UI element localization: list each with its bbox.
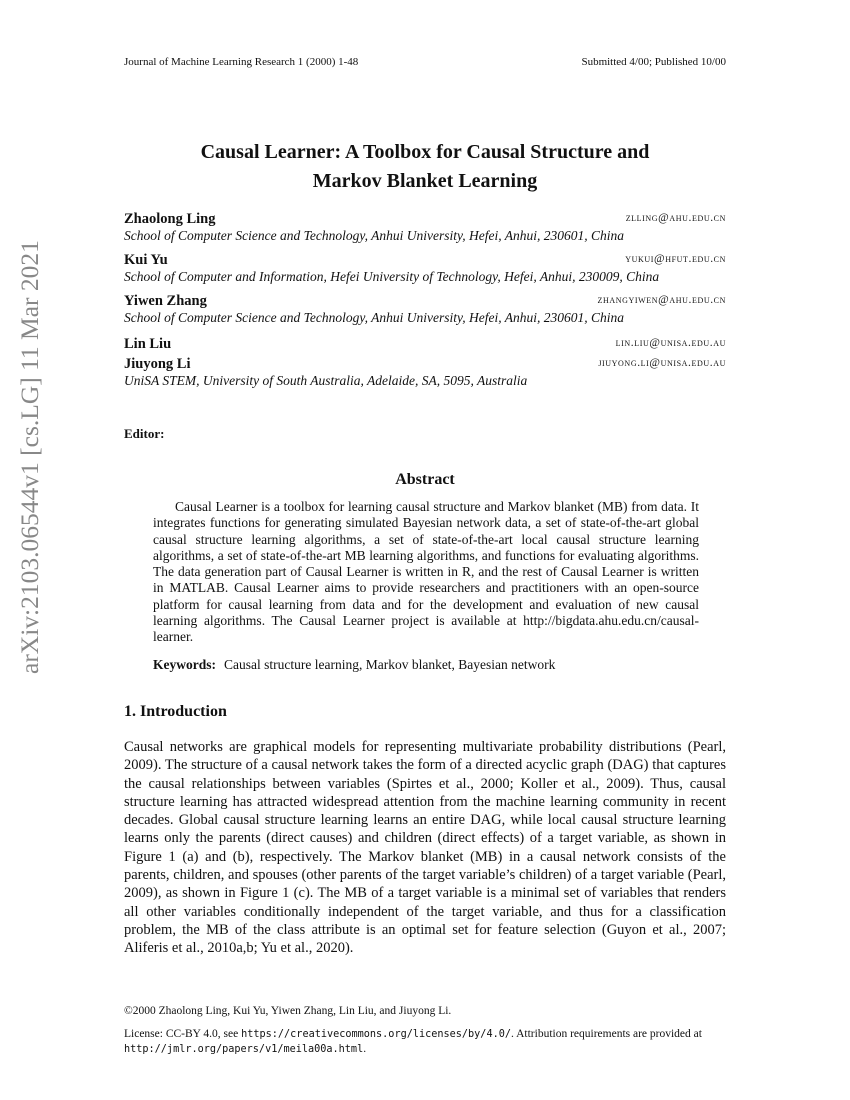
intro-text: Causal networks are graphical models for representing multivariate probability distributions (Pearl, 2009). The structure of a causal network takes the form of a directed acyclic graph (DAG) that captures the causal relationships between variables (Spirtes et al., 2000; Koller et al., 2009). Thus, causal structure learning has attracted widespread attention from the machine learning community in recent decades. Global causal structure learning learns an entire DAG, while local causal structure learning learns only the parents (direct causes) and children (direct effects) of a target variable, as shown in Figure 1 (a) and (b), respectively. The Markov blanket (MB) in a causal network consists of the parents, children, and spouses (other parents of the target variable’s children) of a target variable (Pearl, 2009), as shown in Figure 1 (c). The MB of a target variable is a minimal set of variables that renders all other variables conditionally independent of the target variable, and thus for a classification problem, the MB of the class attribute is an optimal set for feature selection (Guyon et al., 2007; Aliferis et al., 2010a,b; Yu et al., 2020). <box>124 739 726 957</box>
journal-header: Journal of Machine Learning Research 1 (2000) 1-48 <box>124 56 359 68</box>
author-block-2 <box>124 252 726 285</box>
paper-url[interactable]: http://jmlr.org/papers/v1/meila00a.html <box>124 1044 364 1055</box>
author-block-5 <box>124 356 726 389</box>
paper-title <box>124 138 726 196</box>
author-email[interactable]: zlling@ahu.edu.cn <box>625 212 726 224</box>
author-affiliation: UniSA STEM, University of South Australia, Adelaide, SA, 5095, Australia <box>124 373 528 388</box>
author-name: Jiuyong Li <box>124 356 191 372</box>
keywords-list: Causal structure learning, Markov blanket, Bayesian network <box>224 657 556 672</box>
submission-info: Submitted 4/00; Published 10/00 <box>581 56 726 68</box>
author-name: Kui Yu <box>124 252 168 268</box>
author-affiliation: School of Computer and Information, Hefei University of Technology, Hefei, Anhui, 230009, China <box>124 269 660 284</box>
author-email[interactable]: lin.liu@unisa.edu.au <box>615 337 726 349</box>
author-affiliation: School of Computer Science and Technology, Anhui University, Hefei, Anhui, 230601, China <box>124 228 624 243</box>
license-url[interactable]: https://creativecommons.org/licenses/by/4.0/ <box>241 1029 511 1040</box>
keywords-label: Keywords: <box>153 657 216 672</box>
abstract-title: Abstract <box>395 471 455 488</box>
abstract-text: Causal Learner is a toolbox for learning causal structure and Markov blanket (MB) from data. It integrates functions for generating simulated Bayesian network data, a set of state-of-the-art global causal structure learning algorithms, a set of state-of-the-art local causal structure learning algorithms, a set of state-of-the-art MB learning algorithms, and functions for evaluating algorithms. The data generation part of Causal Learner is written in R, and the rest of Causal Learner is written in MATLAB. Causal Learner aims to provide researchers and practitioners with an open-source platform for causal learning from data and for the development and evaluation of new causal learning algorithms. The Causal Learner project is available at http://bigdata.ahu.edu.cn/causal-learner. <box>153 499 699 645</box>
license-notice <box>124 1027 726 1057</box>
author-block-4 <box>124 336 726 353</box>
title-line-1: Causal Learner: A Toolbox for Causal Structure and <box>200 141 650 163</box>
author-email[interactable]: zhangyiwen@ahu.edu.cn <box>597 294 726 306</box>
author-name: Yiwen Zhang <box>124 293 207 309</box>
arxiv-stamp <box>4 240 54 676</box>
keywords <box>153 657 699 673</box>
license-middle: . Attribution requirements are provided at <box>510 1028 702 1040</box>
arxiv-id: arXiv:2103.06544v1 [cs.LG] 11 Mar 2021 <box>15 240 44 674</box>
author-affiliation: School of Computer Science and Technology, Anhui University, Hefei, Anhui, 230601, China <box>124 310 624 325</box>
section-title: 1. Introduction <box>124 703 227 720</box>
author-block-3 <box>124 293 726 326</box>
copyright-notice: ©2000 Zhaolong Ling, Kui Yu, Yiwen Zhang, Lin Liu, and Jiuyong Li. <box>124 1005 452 1017</box>
author-email[interactable]: yukui@hfut.edu.cn <box>625 253 726 265</box>
author-email[interactable]: jiuyong.li@unisa.edu.au <box>598 357 726 369</box>
license-prefix: License: CC-BY 4.0, see <box>124 1028 242 1040</box>
title-line-2: Markov Blanket Learning <box>312 170 538 192</box>
author-block-1 <box>124 211 726 244</box>
author-name: Lin Liu <box>124 336 172 352</box>
license-suffix: . <box>363 1043 367 1055</box>
editor-label: Editor: <box>124 426 165 441</box>
author-name: Zhaolong Ling <box>124 211 216 227</box>
